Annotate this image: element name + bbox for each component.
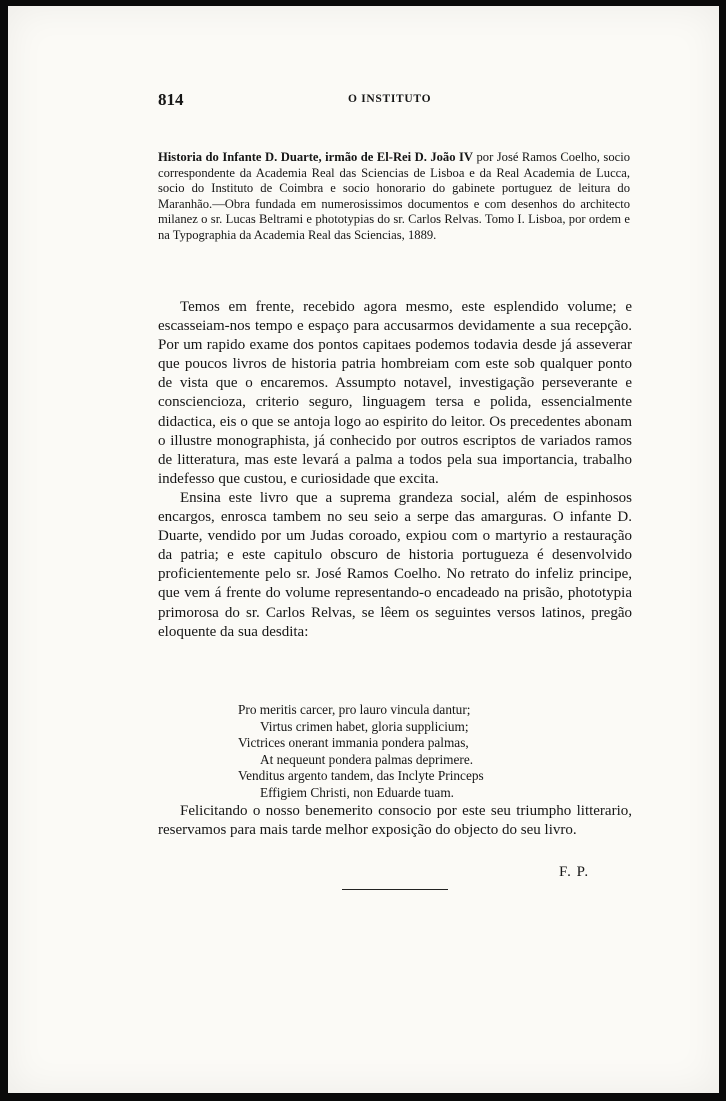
page-header <box>158 90 638 112</box>
review-paragraph-1: Temos em frente, recebido agora mesmo, este esplendido volume; e escasseiam-nos tempo e espaço para accusarmos devidamente a sua recepção. Por um rapido exame dos pontos capitaes podemos todavia desde já asseverar que poucos livros de historia patria hombreiam com este sob qualquer ponto de vista que o encaremos. Assumpto notavel, investigação perseverante e consciencioza, criterio seguro, linguagem tersa e polida, essencialmente didactica, eis o que se antoja logo ao espirito do leitor. Os precedentes abonam o illustre monographista, já conhecido por outros escriptos de variados ramos de litteratura, mas este levará a palma a todos pela sua importancia, trabalho indefesso que custou, e curiosidade que excita. <box>158 299 632 487</box>
verse-line: Pro meritis carcer, pro lauro vincula dantur; <box>238 702 471 717</box>
citation-details: por José Ramos Coelho, socio correspondente da Academia Real das Sciencias de Lisboa e da Real Academia de Lucca, socio do Instituto de Coimbra e socio honorario do gabinete portuguez de leitura do Maranhão.—Obra fundada em numerosissimos documentos e com desenhos do architecto milanez o sr. Lucas Beltrami e phototypias do sr. Carlos Relvas. Tomo I. Lisboa, por ordem e na Typographia da Academia Real das Sciencias, 1889. <box>158 150 630 242</box>
latin-verses <box>238 702 568 802</box>
closing-section <box>158 802 632 840</box>
page-number: 814 <box>158 90 184 109</box>
end-rule-divider <box>342 889 448 890</box>
author-signature: F. P. <box>559 864 590 880</box>
running-title: O INSTITUTO <box>348 93 432 105</box>
closing-paragraph: Felicitando o nosso benemerito consocio por este seu triumpho litterario, reservamos para mais tarde melhor exposição do objecto do seu livro. <box>158 803 632 839</box>
verse-line: Venditus argento tandem, das Inclyte Princeps <box>238 768 484 784</box>
citation-title: Historia do Infante D. Duarte, irmão de El-Rei D. João IV <box>158 150 474 164</box>
review-paragraph-2: Ensina este livro que a suprema grandeza social, além de espinhosos encargos, enrosca tambem no seu seio a serpe das amarguras. O infante D. Duarte, vendido por um Judas coroado, expiou com o martyrio a restauração da patria; e este capitulo obscuro de historia portugueza é desenvolvido proficientemente pelo sr. José Ramos Coelho. No retrato do infeliz principe, que vem á frente do volume representando-o encadeado na prisão, phototypia primorosa do sr. Carlos Relvas, se lêem os seguintes versos latinos, pregão eloquente da sua desdita: <box>158 489 632 640</box>
page <box>8 6 719 1093</box>
verse-line: Virtus crimen habet, gloria supplicium; <box>260 718 469 734</box>
verse-line: Effigiem Christi, non Eduarde tuam. <box>260 784 454 800</box>
verse-line: Victrices onerant immania pondera palmas, <box>238 735 469 751</box>
verse-line: At nequeunt pondera palmas deprimere. <box>260 751 474 767</box>
book-citation <box>158 150 630 244</box>
review-body <box>158 298 632 642</box>
